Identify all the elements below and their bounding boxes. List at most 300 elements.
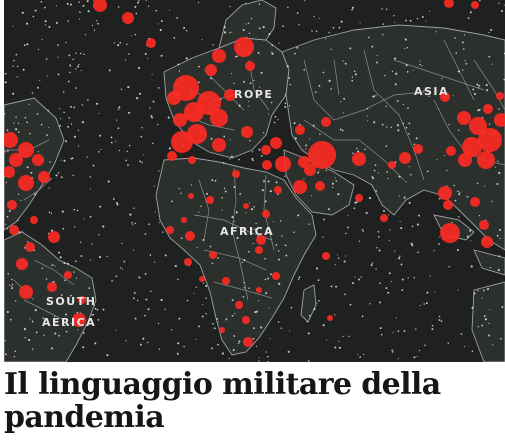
population-dot [152, 143, 154, 145]
hotspot-marker [212, 49, 226, 63]
population-dot [322, 236, 323, 237]
hotspot-marker [327, 315, 333, 321]
hotspot-marker [496, 92, 504, 100]
population-dot [129, 145, 131, 147]
population-dot [436, 159, 437, 160]
population-dot [203, 283, 204, 284]
hotspot-marker [184, 258, 192, 266]
population-dot [214, 327, 216, 329]
population-dot [268, 307, 269, 308]
population-dot [439, 316, 441, 318]
population-dot [408, 123, 410, 125]
population-dot [26, 23, 28, 25]
population-dot [106, 354, 108, 356]
population-dot [18, 131, 20, 133]
population-dot [221, 197, 223, 199]
population-dot [139, 160, 141, 162]
population-dot [68, 20, 70, 22]
population-dot [470, 240, 471, 241]
population-dot [338, 341, 339, 342]
population-dot [169, 9, 170, 10]
population-dot [253, 243, 254, 244]
population-dot [359, 241, 360, 242]
population-dot [131, 222, 133, 224]
population-dot [398, 176, 400, 178]
population-dot [500, 338, 502, 340]
population-dot [82, 121, 84, 123]
population-dot [407, 71, 409, 73]
population-dot [63, 112, 65, 114]
population-dot [372, 262, 373, 263]
population-dot [435, 31, 436, 32]
population-dot [71, 123, 72, 124]
population-dot [261, 72, 263, 74]
population-dot [405, 20, 407, 22]
population-dot [117, 44, 119, 46]
population-dot [351, 80, 353, 82]
population-dot [386, 287, 388, 289]
population-dot [58, 73, 60, 75]
map-label-africa: AFRICA [220, 225, 275, 238]
population-dot [332, 187, 333, 188]
population-dot [372, 96, 374, 98]
population-dot [224, 31, 226, 33]
population-dot [429, 11, 430, 12]
population-dot [5, 353, 7, 355]
hotspot-marker [48, 231, 60, 243]
population-dot [308, 360, 310, 362]
population-dot [165, 254, 167, 256]
population-dot [274, 122, 276, 124]
population-dot [248, 251, 250, 253]
population-dot [129, 214, 131, 216]
population-dot [108, 181, 110, 183]
population-dot [430, 276, 431, 277]
population-dot [478, 326, 479, 327]
population-dot [118, 6, 120, 8]
map-label-europe: ROPE [234, 88, 274, 101]
population-dot [253, 80, 254, 81]
population-dot [133, 208, 134, 209]
population-dot [259, 3, 260, 4]
hotspot-marker [245, 61, 255, 71]
population-dot [118, 127, 120, 129]
population-dot [457, 249, 459, 251]
population-dot [403, 123, 404, 124]
population-dot [271, 53, 273, 55]
population-dot [177, 353, 179, 355]
population-dot [403, 330, 405, 332]
population-dot [242, 262, 243, 263]
population-dot [63, 160, 65, 162]
population-dot [375, 95, 376, 96]
population-dot [135, 34, 136, 35]
population-dot [203, 239, 205, 241]
population-dot [398, 257, 400, 259]
population-dot [238, 340, 240, 342]
population-dot [243, 81, 245, 83]
population-dot [371, 264, 373, 266]
population-dot [200, 206, 201, 207]
population-dot [404, 197, 406, 199]
population-dot [391, 350, 393, 352]
population-dot [94, 342, 96, 344]
population-dot [476, 84, 478, 86]
population-dot [28, 339, 30, 341]
population-dot [412, 226, 414, 228]
population-dot [379, 282, 381, 284]
population-dot [122, 268, 123, 269]
population-dot [417, 356, 418, 357]
population-dot [288, 351, 290, 353]
population-dot [32, 16, 34, 18]
population-dot [88, 10, 90, 12]
population-dot [46, 58, 48, 60]
population-dot [153, 101, 155, 103]
population-dot [459, 192, 460, 193]
population-dot [498, 108, 500, 110]
population-dot [231, 216, 233, 218]
hotspot-marker [16, 258, 28, 270]
population-dot [68, 117, 70, 119]
population-dot [158, 170, 159, 171]
population-dot [218, 321, 219, 322]
population-dot [287, 7, 288, 8]
population-dot [387, 292, 389, 294]
population-dot [424, 345, 425, 346]
population-dot [256, 311, 258, 313]
population-dot [467, 196, 469, 198]
population-dot [198, 81, 200, 83]
population-dot [398, 330, 400, 332]
population-dot [49, 187, 50, 188]
population-dot [335, 177, 336, 178]
hotspot-marker [483, 104, 493, 114]
hotspot-marker [206, 196, 214, 204]
population-dot [323, 219, 325, 221]
population-dot [72, 175, 73, 176]
population-dot [147, 58, 148, 59]
hero-image[interactable] [4, 0, 505, 362]
population-dot [288, 77, 290, 79]
population-dot [73, 59, 74, 60]
population-dot [470, 11, 472, 13]
population-dot [270, 338, 271, 339]
population-dot [234, 221, 235, 222]
population-dot [168, 117, 170, 119]
population-dot [56, 22, 58, 24]
population-dot [59, 108, 60, 109]
population-dot [137, 2, 139, 4]
hotspot-marker [457, 111, 471, 125]
population-dot [37, 87, 39, 89]
population-dot [264, 258, 266, 260]
population-dot [323, 72, 325, 74]
population-dot [150, 291, 152, 293]
population-dot [181, 237, 183, 239]
population-dot [285, 94, 286, 95]
population-dot [461, 333, 463, 335]
population-dot [251, 18, 252, 19]
map-label-asia: ASIA [414, 85, 450, 98]
population-dot [420, 305, 421, 306]
population-dot [118, 108, 119, 109]
population-dot [479, 0, 480, 1]
population-dot [423, 303, 425, 305]
population-dot [446, 170, 447, 171]
population-dot [278, 119, 279, 120]
hotspot-marker [270, 137, 282, 149]
population-dot [309, 139, 310, 140]
population-dot [349, 47, 351, 49]
population-dot [448, 342, 449, 343]
population-dot [243, 259, 245, 261]
population-dot [379, 301, 381, 303]
population-dot [355, 277, 356, 278]
population-dot [253, 206, 255, 208]
population-dot [206, 193, 208, 195]
population-dot [291, 307, 293, 309]
population-dot [137, 300, 138, 301]
population-dot [500, 238, 501, 239]
population-dot [196, 339, 197, 340]
population-dot [308, 332, 310, 334]
population-dot [23, 69, 25, 71]
population-dot [155, 10, 157, 12]
population-dot [80, 255, 82, 257]
population-dot [60, 256, 62, 258]
population-dot [161, 299, 163, 301]
population-dot [464, 34, 465, 35]
population-dot [352, 7, 354, 9]
population-dot [17, 220, 18, 221]
population-dot [352, 282, 354, 284]
population-dot [63, 262, 65, 264]
population-dot [161, 20, 163, 22]
population-dot [406, 127, 408, 129]
world-map [4, 0, 505, 362]
population-dot [30, 172, 32, 174]
population-dot [120, 267, 121, 268]
population-dot [378, 172, 379, 173]
population-dot [271, 52, 272, 53]
population-dot [325, 170, 326, 171]
population-dot [407, 47, 408, 48]
population-dot [378, 236, 380, 238]
population-dot [268, 181, 270, 183]
population-dot [128, 112, 130, 114]
population-dot [259, 28, 261, 30]
population-dot [345, 233, 347, 235]
population-dot [486, 89, 488, 91]
population-dot [335, 286, 337, 288]
population-dot [59, 125, 61, 127]
population-dot [87, 99, 89, 101]
population-dot [386, 171, 388, 173]
population-dot [458, 289, 459, 290]
hotspot-marker [481, 236, 493, 248]
population-dot [342, 60, 343, 61]
population-dot [438, 243, 440, 245]
population-dot [410, 20, 412, 22]
population-dot [154, 262, 155, 263]
population-dot [47, 76, 48, 77]
population-dot [366, 212, 368, 214]
hotspot-marker [471, 1, 479, 9]
population-dot [14, 356, 15, 357]
population-dot [48, 127, 49, 128]
population-dot [29, 104, 30, 105]
hotspot-marker [9, 225, 19, 235]
hotspot-marker [32, 154, 44, 166]
hotspot-marker [167, 91, 181, 105]
population-dot [335, 264, 336, 265]
population-dot [98, 151, 100, 153]
article-title[interactable]: Il linguaggio militare della pandemia [4, 367, 441, 435]
population-dot [275, 244, 277, 246]
population-dot [161, 55, 163, 57]
population-dot [135, 223, 136, 224]
population-dot [289, 330, 290, 331]
population-dot [386, 8, 387, 9]
population-dot [179, 70, 180, 71]
hotspot-marker [262, 160, 272, 170]
population-dot [149, 107, 150, 108]
population-dot [248, 22, 249, 23]
population-dot [265, 351, 266, 352]
population-dot [383, 210, 385, 212]
population-dot [111, 280, 113, 282]
population-dot [305, 144, 307, 146]
population-dot [5, 151, 6, 152]
population-dot [229, 358, 230, 359]
population-dot [138, 0, 139, 1]
population-dot [142, 127, 143, 128]
population-dot [15, 116, 16, 117]
population-dot [80, 53, 81, 54]
population-dot [457, 190, 459, 192]
population-dot [278, 321, 280, 323]
population-dot [413, 70, 414, 71]
population-dot [225, 191, 227, 193]
population-dot [93, 165, 95, 167]
population-dot [315, 91, 317, 93]
population-dot [51, 265, 52, 266]
population-dot [152, 74, 153, 75]
population-dot [243, 282, 244, 283]
population-dot [233, 335, 235, 337]
population-dot [58, 252, 60, 254]
population-dot [404, 48, 405, 49]
population-dot [245, 23, 246, 24]
population-dot [215, 180, 217, 182]
population-dot [395, 73, 397, 75]
population-dot [126, 44, 127, 45]
hotspot-marker [9, 153, 23, 167]
population-dot [471, 265, 473, 267]
population-dot [57, 57, 58, 58]
population-dot [354, 202, 356, 204]
population-dot [329, 80, 331, 82]
population-dot [15, 54, 17, 56]
population-dot [22, 231, 23, 232]
population-dot [340, 101, 341, 102]
population-dot [139, 93, 141, 95]
population-dot [394, 58, 396, 60]
population-dot [249, 140, 250, 141]
population-dot [313, 125, 315, 127]
population-dot [148, 308, 150, 310]
population-dot [148, 223, 150, 225]
population-dot [465, 60, 466, 61]
hotspot-marker [235, 301, 243, 309]
population-dot [96, 103, 98, 105]
population-dot [243, 29, 245, 31]
population-dot [213, 44, 214, 45]
population-dot [409, 166, 410, 167]
hotspot-marker [255, 246, 263, 254]
population-dot [488, 32, 489, 33]
population-dot [258, 300, 259, 301]
hotspot-marker [167, 151, 177, 161]
population-dot [74, 136, 76, 138]
population-dot [258, 360, 259, 361]
population-dot [358, 279, 360, 281]
population-dot [400, 221, 401, 222]
population-dot [485, 318, 487, 320]
hotspot-marker [166, 226, 174, 234]
population-dot [399, 195, 400, 196]
population-dot [51, 347, 53, 349]
population-dot [46, 134, 48, 136]
population-dot [72, 59, 73, 60]
population-dot [171, 201, 173, 203]
population-dot [90, 176, 92, 178]
population-dot [252, 160, 254, 162]
population-dot [380, 327, 382, 329]
population-dot [386, 106, 387, 107]
population-dot [491, 201, 492, 202]
population-dot [133, 297, 135, 299]
population-dot [198, 212, 199, 213]
population-dot [90, 188, 91, 189]
population-dot [337, 254, 338, 255]
population-dot [400, 227, 402, 229]
hotspot-marker [272, 272, 280, 280]
population-dot [109, 69, 111, 71]
population-dot [83, 54, 84, 55]
population-dot [29, 133, 31, 135]
population-dot [275, 116, 277, 118]
population-dot [298, 279, 299, 280]
population-dot [55, 174, 57, 176]
population-dot [26, 43, 28, 45]
population-dot [295, 137, 297, 139]
population-dot [364, 149, 365, 150]
population-dot [82, 104, 83, 105]
population-dot [187, 300, 189, 302]
population-dot [115, 141, 116, 142]
population-dot [421, 65, 422, 66]
population-dot [367, 120, 368, 121]
population-dot [76, 278, 77, 279]
population-dot [176, 17, 178, 19]
population-dot [125, 340, 126, 341]
population-dot [83, 218, 84, 219]
population-dot [5, 340, 6, 341]
population-dot [82, 346, 84, 348]
population-dot [374, 170, 376, 172]
